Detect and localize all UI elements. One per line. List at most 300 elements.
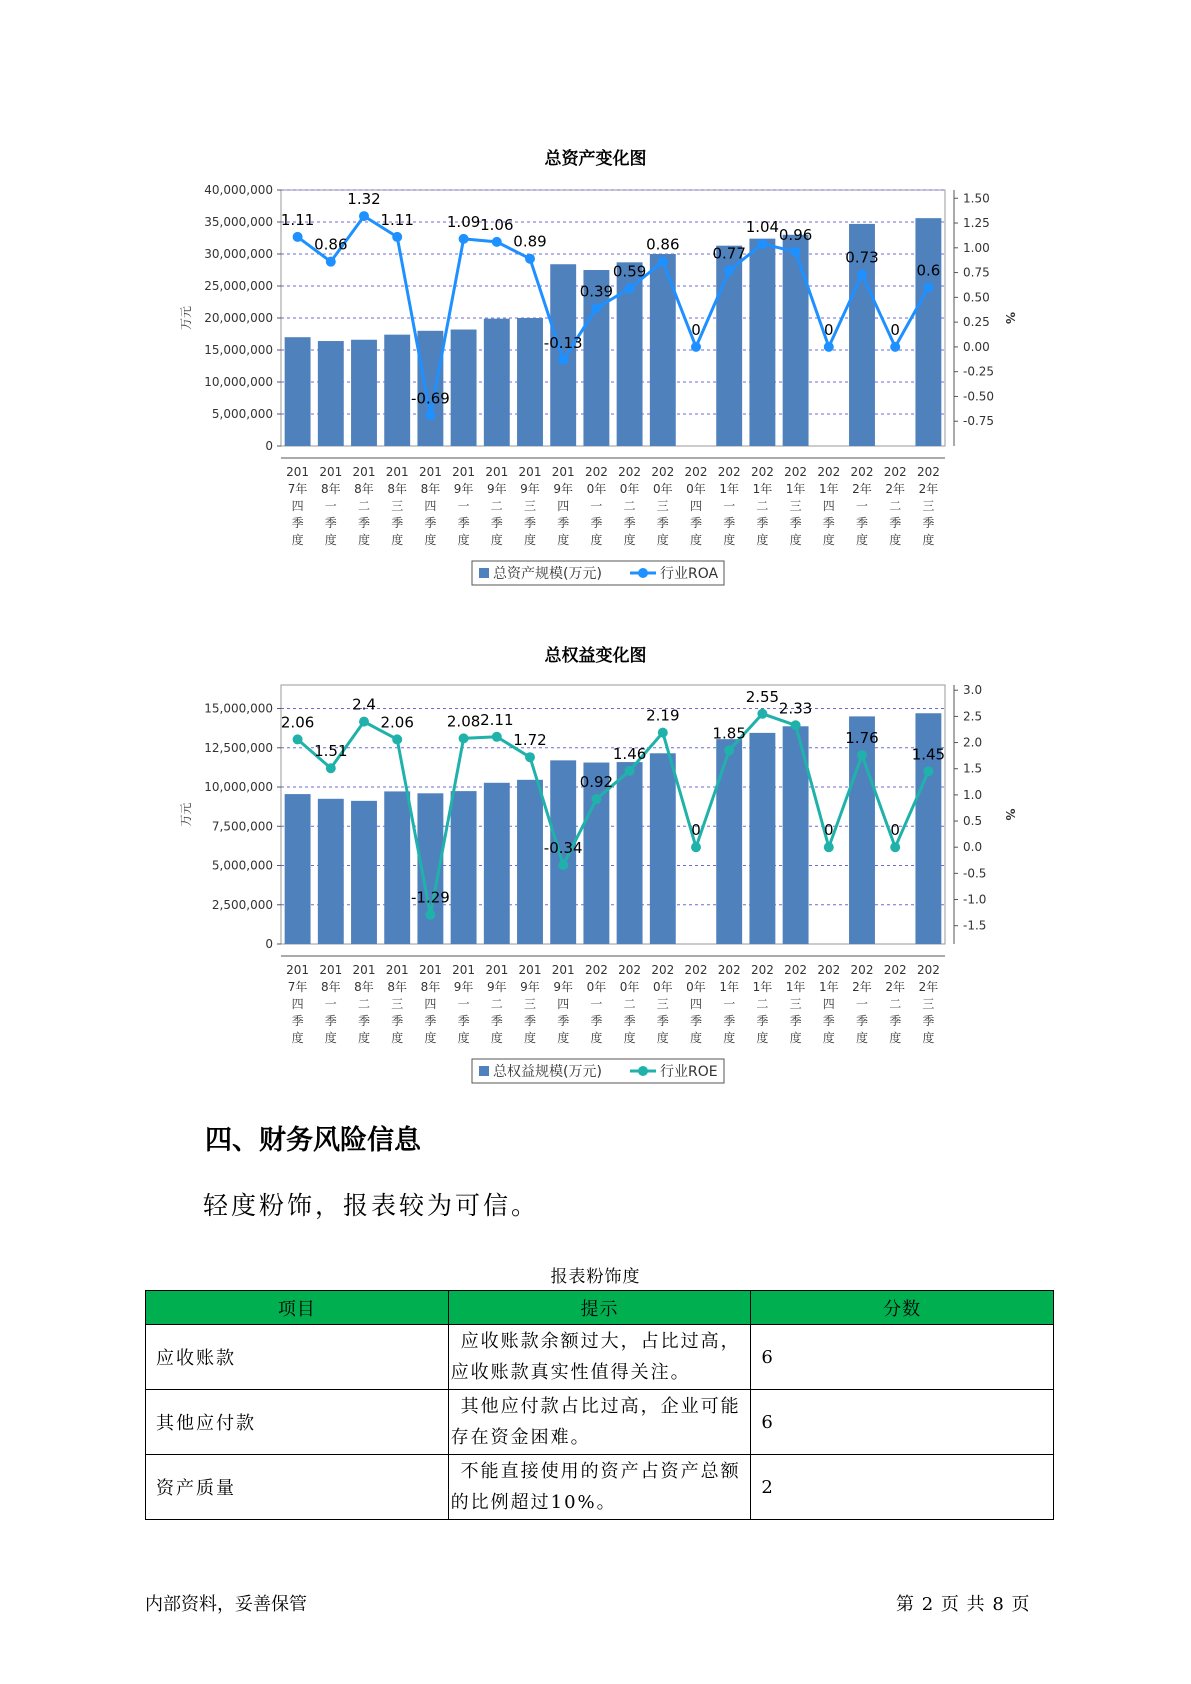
right-tick-label: 0.50 <box>963 290 990 305</box>
right-tick-label: -0.75 <box>963 414 995 429</box>
category-label: 季 <box>557 1014 570 1028</box>
category-label: 度 <box>424 533 437 547</box>
category-label: 9年 <box>520 482 540 496</box>
category-label: 一 <box>324 499 337 513</box>
line-point <box>625 766 635 776</box>
left-tick-label: 10,000,000 <box>204 780 273 795</box>
category-label: 度 <box>789 533 802 547</box>
category-label: 2年 <box>918 482 939 496</box>
category-label: 0年 <box>586 980 607 994</box>
category-label: 季 <box>324 516 337 530</box>
category-label: 度 <box>324 533 337 547</box>
category-label: 0年 <box>619 980 640 994</box>
data-label: 0.59 <box>612 262 647 281</box>
category-label: 季 <box>756 516 769 530</box>
data-label: 0 <box>890 821 900 840</box>
line-point <box>923 282 933 292</box>
bar <box>285 337 311 446</box>
data-label: 1.11 <box>280 210 315 229</box>
bar <box>650 753 676 944</box>
category-label: 一 <box>324 997 337 1011</box>
category-label: 二 <box>623 499 636 513</box>
line-point <box>293 734 303 744</box>
footer-page-number: 第 2 页 共 8 页 <box>896 1594 1031 1615</box>
category-label: 9年 <box>553 482 574 496</box>
total-assets-chart <box>0 170 1191 590</box>
data-label: 0.6 <box>916 261 941 280</box>
line-point <box>425 410 435 420</box>
row-score: 2 <box>751 1455 1054 1520</box>
line-point <box>359 211 369 221</box>
category-label: 201 <box>551 465 575 479</box>
line-point <box>558 355 568 365</box>
category-label: 1年 <box>752 482 773 496</box>
data-label: 0 <box>691 320 701 339</box>
category-label: 度 <box>424 1031 437 1045</box>
left-tick-label: 20,000,000 <box>204 311 273 325</box>
data-label: 1.45 <box>911 745 946 764</box>
right-tick-label: -0.50 <box>963 389 995 404</box>
data-label: 0 <box>824 821 834 840</box>
category-label: 1年 <box>752 980 773 994</box>
line-point <box>857 270 867 280</box>
category-label: 度 <box>291 1031 304 1045</box>
category-label: 季 <box>623 516 636 530</box>
left-tick-label: 10,000,000 <box>204 375 273 389</box>
table-row <box>146 1455 1054 1520</box>
line-point <box>392 232 402 242</box>
category-label: 二 <box>889 997 902 1011</box>
category-label: 1年 <box>818 482 839 496</box>
data-label: 2.06 <box>380 713 414 732</box>
category-label: 一 <box>457 499 470 513</box>
chart-title-total-assets: 总资产变化图 <box>544 149 647 169</box>
line-point <box>824 342 834 352</box>
line-point <box>492 732 502 742</box>
category-label: 二 <box>756 997 769 1011</box>
legend-line-marker <box>638 1066 648 1076</box>
category-label: 2年 <box>852 980 872 994</box>
right-tick-label: -1.0 <box>963 892 987 907</box>
left-tick-label: 30,000,000 <box>204 247 273 261</box>
category-label: 202 <box>584 963 608 977</box>
bar <box>716 246 742 446</box>
category-label: 季 <box>723 516 736 530</box>
category-label: 季 <box>590 516 603 530</box>
category-label: 四 <box>822 997 835 1011</box>
category-label: 季 <box>922 516 935 530</box>
data-label: 0.73 <box>845 248 879 267</box>
category-label: 9年 <box>453 980 474 994</box>
category-label: 季 <box>291 1014 304 1028</box>
category-label: 一 <box>723 499 736 513</box>
category-label: 季 <box>457 1014 470 1028</box>
category-label: 度 <box>656 533 669 547</box>
left-tick-label: 2,500,000 <box>211 897 273 912</box>
section-title: 四、财务风险信息 <box>205 1125 421 1156</box>
right-tick-label: 1.50 <box>963 191 990 206</box>
data-label: -0.34 <box>543 838 583 857</box>
data-label: 1.09 <box>446 212 481 231</box>
data-label: 2.19 <box>646 706 680 725</box>
data-label: 2.4 <box>352 695 376 714</box>
left-tick-label: 7,500,000 <box>211 819 273 834</box>
category-label: 202 <box>817 465 841 479</box>
line-point <box>724 745 734 755</box>
row-item: 其他应付款 <box>146 1390 449 1455</box>
category-label: 201 <box>485 963 509 977</box>
data-label: 1.85 <box>712 724 746 743</box>
row-tip: 不能直接使用的资产占资产总额 的比例超过10%。 <box>448 1455 751 1520</box>
category-label: 201 <box>385 963 409 977</box>
category-label: 2年 <box>885 482 906 496</box>
category-label: 201 <box>286 963 310 977</box>
line-point <box>691 342 701 352</box>
category-label: 季 <box>689 516 703 530</box>
header-score: 分数 <box>751 1291 1054 1325</box>
category-label: 二 <box>357 499 371 513</box>
category-label: 202 <box>850 465 874 479</box>
category-label: 202 <box>584 465 608 479</box>
category-label: 四 <box>557 997 570 1011</box>
category-label: 一 <box>723 997 736 1011</box>
category-label: 度 <box>689 1031 703 1045</box>
bar <box>517 780 543 944</box>
section-body: 轻度粉饰，报表较为可信。 <box>203 1191 540 1220</box>
bar <box>318 799 344 944</box>
category-label: 度 <box>922 533 935 547</box>
category-label: 9年 <box>453 482 474 496</box>
bar <box>351 801 377 944</box>
category-label: 度 <box>291 533 304 547</box>
category-label: 季 <box>889 1014 902 1028</box>
category-label: 度 <box>490 1031 503 1045</box>
category-label: 二 <box>623 997 636 1011</box>
category-label: 三 <box>922 499 935 513</box>
category-label: 201 <box>452 465 476 479</box>
category-label: 季 <box>523 1014 537 1028</box>
category-label: 二 <box>490 997 503 1011</box>
category-label: 季 <box>623 1014 636 1028</box>
line-point <box>425 910 435 920</box>
right-tick-label: 1.25 <box>963 216 990 231</box>
category-label: 度 <box>822 1031 835 1045</box>
category-label: 度 <box>756 533 769 547</box>
data-label: 0.89 <box>513 232 547 251</box>
category-label: 7年 <box>287 980 308 994</box>
right-tick-label: 3.0 <box>963 683 983 698</box>
category-label: 0年 <box>586 482 607 496</box>
data-label: -1.29 <box>410 888 450 907</box>
left-axis-title: 万元 <box>179 305 193 331</box>
category-label: 201 <box>418 465 442 479</box>
category-label: 201 <box>352 465 376 479</box>
line-point <box>591 794 601 804</box>
category-label: 一 <box>590 499 603 513</box>
category-label: 四 <box>822 499 835 513</box>
category-label: 季 <box>557 516 570 530</box>
category-label: 季 <box>855 1014 869 1028</box>
category-label: 度 <box>789 1031 802 1045</box>
data-label: 1.32 <box>347 190 381 209</box>
category-label: 季 <box>424 1014 437 1028</box>
right-tick-label: 1.0 <box>963 787 983 802</box>
category-label: 季 <box>523 516 537 530</box>
category-label: 一 <box>590 997 603 1011</box>
category-label: 季 <box>789 516 802 530</box>
legend-line-label: 行业ROE <box>660 1064 718 1080</box>
data-label: 2.55 <box>745 687 780 706</box>
left-tick-label: 5,000,000 <box>211 858 273 873</box>
category-label: 202 <box>850 963 874 977</box>
line-point <box>459 733 469 743</box>
category-label: 季 <box>656 1014 669 1028</box>
bar <box>285 794 311 944</box>
category-label: 度 <box>357 533 371 547</box>
category-label: 度 <box>457 1031 470 1045</box>
category-label: 度 <box>557 533 570 547</box>
category-label: 度 <box>623 1031 636 1045</box>
category-label: 8年 <box>354 482 374 496</box>
category-label: 度 <box>590 533 603 547</box>
category-label: 三 <box>391 499 404 513</box>
bar <box>351 340 377 446</box>
category-label: 0年 <box>652 482 673 496</box>
bar <box>384 335 410 446</box>
category-label: 季 <box>889 516 902 530</box>
category-label: 8年 <box>320 482 341 496</box>
category-label: 201 <box>452 963 476 977</box>
category-label: 度 <box>656 1031 669 1045</box>
category-label: 二 <box>756 499 769 513</box>
category-label: 一 <box>855 997 869 1011</box>
category-label: 季 <box>822 1014 835 1028</box>
category-label: 202 <box>883 465 907 479</box>
line-point <box>459 234 469 244</box>
line-point <box>293 232 303 242</box>
category-label: 度 <box>490 533 503 547</box>
category-label: 0年 <box>619 482 640 496</box>
line-point <box>625 283 635 293</box>
category-label: 二 <box>490 499 503 513</box>
line-point <box>591 303 601 313</box>
category-label: 9年 <box>486 482 507 496</box>
category-label: 8年 <box>420 482 441 496</box>
table-header-row <box>146 1291 1054 1325</box>
category-label: 季 <box>789 1014 802 1028</box>
category-label: 度 <box>723 1031 736 1045</box>
data-label: 1.06 <box>480 215 514 234</box>
category-label: 度 <box>391 1031 404 1045</box>
bar <box>517 318 543 446</box>
line-point <box>525 254 535 264</box>
line-point <box>890 342 900 352</box>
row-item: 应收账款 <box>146 1325 449 1390</box>
legend-bar-swatch <box>479 568 489 578</box>
data-label: 0 <box>824 320 834 339</box>
line-point <box>492 237 502 247</box>
data-label: 1.76 <box>845 729 879 748</box>
category-label: 度 <box>723 533 736 547</box>
data-label: 1.46 <box>612 744 647 763</box>
category-label: 二 <box>889 499 902 513</box>
category-label: 三 <box>391 997 404 1011</box>
left-tick-label: 15,000,000 <box>204 701 273 716</box>
data-label: 0.92 <box>579 773 614 792</box>
left-tick-label: 15,000,000 <box>204 343 273 357</box>
category-label: 三 <box>523 499 537 513</box>
left-axis-title: 万元 <box>179 802 193 827</box>
table-row <box>146 1325 1054 1390</box>
category-label: 度 <box>357 1031 371 1045</box>
category-label: 0年 <box>686 482 706 496</box>
line-point <box>791 247 801 257</box>
category-label: 一 <box>855 499 869 513</box>
data-label: -0.13 <box>543 333 583 352</box>
data-label: 0.86 <box>314 235 348 254</box>
category-label: 季 <box>391 1014 404 1028</box>
legend-bar-swatch <box>479 1066 489 1076</box>
category-label: 季 <box>357 516 371 530</box>
right-tick-label: -0.25 <box>963 364 995 379</box>
category-label: 四 <box>424 997 437 1011</box>
line-point <box>757 709 767 719</box>
data-label: 0 <box>691 821 701 840</box>
right-tick-label: 1.5 <box>963 761 983 776</box>
category-label: 三 <box>656 499 669 513</box>
category-label: 度 <box>689 533 703 547</box>
category-label: 度 <box>855 1031 869 1045</box>
category-label: 度 <box>391 533 404 547</box>
category-label: 201 <box>286 465 310 479</box>
header-tip: 提示 <box>448 1291 751 1325</box>
data-label: 2.33 <box>778 699 813 718</box>
category-label: 8年 <box>320 980 341 994</box>
category-label: 度 <box>889 533 902 547</box>
category-label: 202 <box>684 465 708 479</box>
category-label: 202 <box>916 963 940 977</box>
data-label: 0.77 <box>712 244 746 263</box>
legend-line-label: 行业ROA <box>660 566 719 582</box>
category-label: 2年 <box>852 482 872 496</box>
line-point <box>392 734 402 744</box>
category-label: 季 <box>391 516 404 530</box>
category-label: 度 <box>523 533 537 547</box>
line-point <box>757 239 767 249</box>
category-label: 1年 <box>818 980 839 994</box>
category-label: 度 <box>557 1031 570 1045</box>
category-label: 202 <box>717 963 741 977</box>
bar <box>451 330 477 446</box>
right-tick-label: 2.0 <box>963 735 983 750</box>
whitewash-table <box>145 1290 1054 1520</box>
line-point <box>824 842 834 852</box>
line-point <box>724 266 734 276</box>
category-label: 季 <box>922 1014 935 1028</box>
category-label: 202 <box>750 963 774 977</box>
line-point <box>791 720 801 730</box>
category-label: 202 <box>916 465 940 479</box>
data-label: 1.11 <box>380 210 414 229</box>
category-label: 1年 <box>719 980 740 994</box>
category-label: 202 <box>883 963 907 977</box>
line-point <box>326 763 336 773</box>
category-label: 季 <box>490 516 503 530</box>
category-label: 季 <box>424 516 437 530</box>
category-label: 201 <box>418 963 442 977</box>
category-label: 度 <box>623 533 636 547</box>
category-label: 201 <box>352 963 376 977</box>
table-row <box>146 1390 1054 1455</box>
category-label: 9年 <box>520 980 540 994</box>
category-label: 202 <box>618 465 642 479</box>
category-label: 度 <box>523 1031 537 1045</box>
category-label: 四 <box>689 997 703 1011</box>
line-point <box>359 717 369 727</box>
bar <box>617 762 643 944</box>
line-point <box>857 750 867 760</box>
data-label: 2.08 <box>446 712 481 731</box>
line-point <box>890 842 900 852</box>
right-tick-label: 2.5 <box>963 709 983 724</box>
footer-confidential: 内部资料，妥善保管 <box>145 1594 307 1615</box>
left-tick-label: 0 <box>265 439 273 453</box>
row-score: 6 <box>751 1325 1054 1390</box>
right-tick-label: 0.75 <box>963 265 990 280</box>
right-axis-title: % <box>1003 311 1017 325</box>
category-label: 度 <box>889 1031 902 1045</box>
left-tick-label: 0 <box>265 937 273 951</box>
category-label: 三 <box>789 997 802 1011</box>
category-label: 一 <box>457 997 470 1011</box>
bar <box>915 218 941 446</box>
category-label: 季 <box>656 516 669 530</box>
category-label: 季 <box>457 516 470 530</box>
category-label: 8年 <box>387 980 408 994</box>
category-label: 季 <box>357 1014 371 1028</box>
bar <box>783 235 809 446</box>
category-label: 9年 <box>486 980 507 994</box>
right-tick-label: 0.5 <box>963 814 983 829</box>
data-label: 1.51 <box>314 742 348 761</box>
category-label: 2年 <box>885 980 906 994</box>
category-label: 2年 <box>918 980 939 994</box>
category-label: 季 <box>291 516 304 530</box>
category-label: 202 <box>784 465 808 479</box>
right-tick-label: -1.5 <box>963 918 987 933</box>
category-label: 四 <box>424 499 437 513</box>
right-axis-title: % <box>1003 808 1017 821</box>
category-label: 202 <box>717 465 741 479</box>
category-label: 1年 <box>719 482 740 496</box>
category-label: 季 <box>490 1014 503 1028</box>
category-label: 四 <box>291 499 304 513</box>
category-label: 季 <box>855 516 869 530</box>
category-label: 三 <box>656 997 669 1011</box>
category-label: 三 <box>523 997 537 1011</box>
row-tip: 其他应付款占比过高，企业可能 存在资金困难。 <box>448 1390 751 1455</box>
category-label: 度 <box>922 1031 935 1045</box>
category-label: 202 <box>651 963 675 977</box>
legend-line-marker <box>638 568 648 578</box>
category-label: 季 <box>689 1014 703 1028</box>
category-label: 四 <box>689 499 703 513</box>
right-tick-label: 0.0 <box>963 840 983 855</box>
category-label: 度 <box>822 533 835 547</box>
category-label: 三 <box>922 997 935 1011</box>
category-label: 202 <box>618 963 642 977</box>
category-label: 201 <box>551 963 575 977</box>
